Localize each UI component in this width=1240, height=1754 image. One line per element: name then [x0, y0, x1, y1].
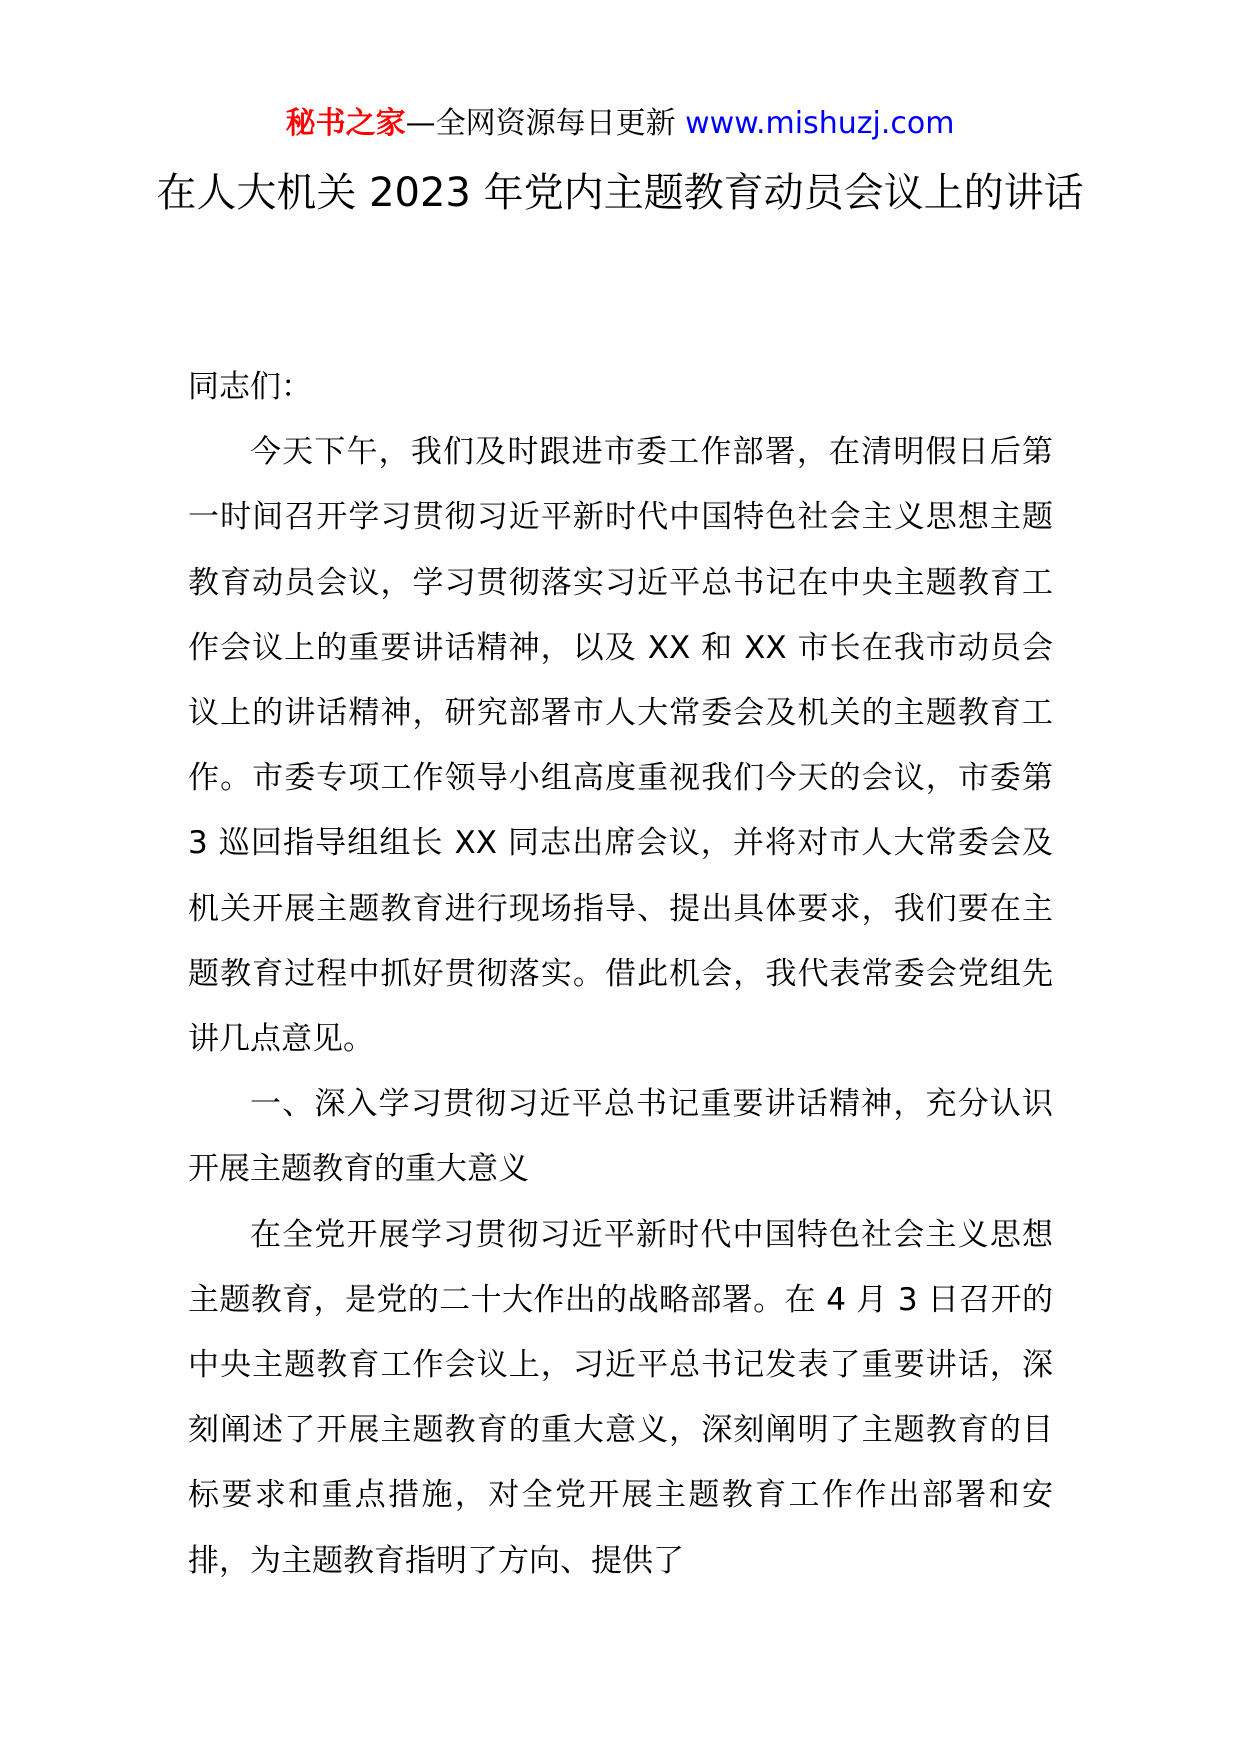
paragraph-intro: 今天下午，我们及时跟进市委工作部署，在清明假日后第一时间召开学习贯彻习近平新时代中国特色社会主义思想主题教育动员会议，学习贯彻落实习近平总书记在中央主题教育工作会议上的重要讲话精神，以及 XX 和 XX 市长在我市动员会议上的讲话精神，研究部署市人大常委会及机关的主题教育工作。市委专项工作领导小组高度重视我们今天的会议，市委第 3 巡回指导组组长 XX 同志出席会议，并将对市人大常委会及机关开展主题教育进行现场指导、提出具体要求，我们要在主题教育过程中抓好贯彻落实。借此机会，我代表常委会党组先讲几点意见。 [188, 434, 1053, 1058]
salutation: 同志们： [188, 369, 312, 405]
document-title: 在人大机关 2023 年党内主题教育动员会议上的讲话 [156, 170, 1084, 216]
section-heading-one: 一、深入学习贯彻习近平总书记重要讲话精神，充分认识开展主题教育的重大意义 [188, 1086, 1053, 1188]
brand-tagline: —全网资源每日更新 [405, 106, 686, 141]
watermark-header [0, 104, 1240, 144]
document-body [188, 355, 1053, 1594]
site-url-link[interactable]: www.mishuzj.com [685, 106, 955, 141]
paragraph-section-one: 在全党开展学习贯彻习近平新时代中国特色社会主义思想主题教育，是党的二十大作出的战略部署。在 4 月 3 日召开的中央主题教育工作会议上，习近平总书记发表了重要讲话，深刻阐述了开展主题教育的重大意义，深刻阐明了主题教育的目标要求和重点措施，对全党开展主题教育工作作出部署和安排，为主题教育指明了方向、提供了 [188, 1216, 1053, 1579]
brand-name: 秘书之家 [285, 106, 406, 141]
